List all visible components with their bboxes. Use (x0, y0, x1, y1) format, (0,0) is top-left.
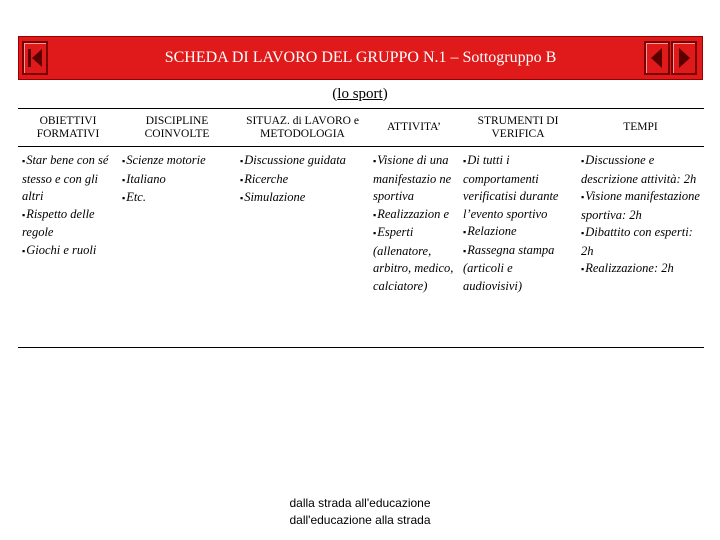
list-item: ▪Scienze motorie (122, 153, 206, 167)
return-button[interactable] (644, 41, 670, 75)
list-item: ▪Realizzazione: 2h (581, 261, 674, 275)
list-item: ▪Discussione e descrizione attività: 2h (581, 153, 697, 186)
footer-caption (210, 495, 510, 529)
next-slide-button[interactable] (671, 41, 697, 75)
column-header-disciplines: DISCIPLINE COINVOLTE (118, 109, 236, 147)
footer-line-2: dall'educazione alla strada (289, 513, 431, 527)
list-item: ▪Di tutti i comportamenti verificatisi durante l’evento sportivo (463, 153, 559, 221)
column-header-objectives: OBIETTIVI FORMATIVI (18, 109, 118, 147)
subtitle-topic: lo sport (337, 86, 383, 102)
table-row (18, 147, 704, 348)
cell-disciplines (118, 147, 236, 348)
next-arrow-icon (673, 43, 695, 73)
list-item: ▪Rassegna stampa (articoli e audiovisivi) (463, 242, 555, 293)
list-item: ▪Simulazione (240, 190, 306, 204)
column-header-methodology: SITUAZ. di LAVORO e METODOLOGIA (236, 109, 369, 147)
column-header-times: TEMPI (577, 109, 704, 147)
page-title: SCHEDA DI LAVORO DEL GRUPPO N.1 – Sottogruppo B (164, 49, 557, 66)
footer-line-1: dalla strada all'educazione (289, 496, 431, 510)
list-item: ▪Realizzazion e (373, 206, 450, 221)
column-header-verification: STRUMENTI DI VERIFICA (459, 109, 577, 147)
list-item: ▪Giochi e ruoli (22, 242, 97, 257)
list-item: ▪Rispetto delle regole (22, 206, 95, 239)
list-item: ▪Dibattito con esperti: 2h (581, 225, 693, 258)
list-item: ▪Relazione (463, 224, 517, 238)
list-item: ▪Visione di una manifestazio ne sportiva (373, 153, 452, 203)
subtitle: (lo sport) (332, 86, 388, 102)
column-header-activities: ATTIVITA’ (369, 109, 459, 147)
title-banner (18, 36, 703, 80)
work-sheet-table (18, 108, 704, 348)
list-item: ▪Italiano (122, 171, 166, 186)
list-item: ▪Ricerche (240, 171, 289, 186)
list-item: ▪Esperti (allenatore, arbitro, medico, calciatore) (373, 225, 454, 293)
list-item: ▪Star bene con sé stesso e con gli altri (22, 153, 109, 203)
cell-objectives (18, 147, 118, 348)
list-item: ▪Discussione guidata (240, 153, 346, 167)
cell-activities (369, 147, 459, 348)
cell-times (577, 147, 704, 348)
list-item: ▪Visione manifestazione sportiva: 2h (581, 189, 700, 222)
back-arrow-icon (646, 43, 668, 73)
cell-methodology (236, 147, 369, 348)
list-item: ▪Etc. (122, 190, 146, 204)
cell-verification (459, 147, 577, 348)
table-header-row (18, 109, 704, 147)
